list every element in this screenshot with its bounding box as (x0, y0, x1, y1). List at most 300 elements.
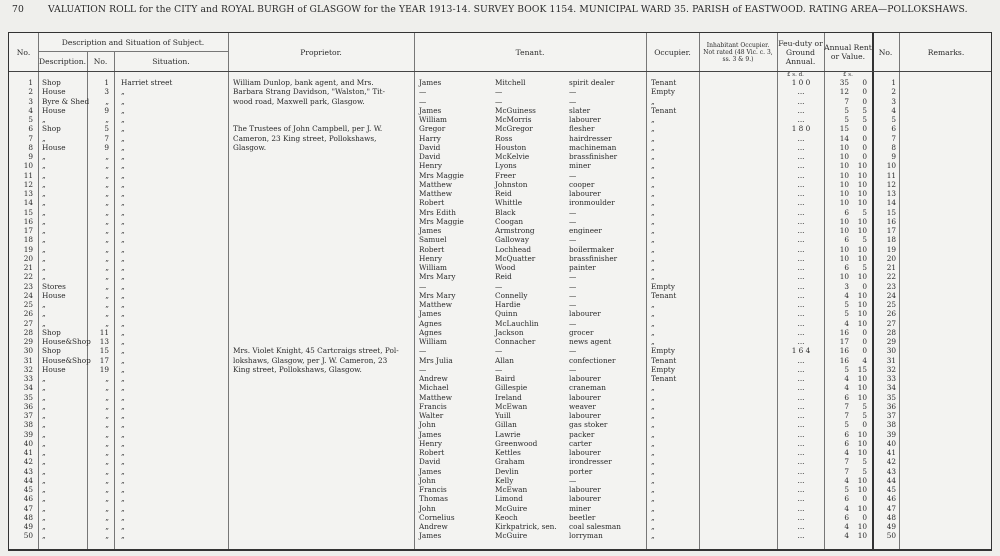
proprietor-line: lokshaws, Glasgow, per J. W. Cameron, 23 (233, 355, 388, 365)
page-title: VALUATION ROLL for the CITY and ROYAL BURGH of GLASGOW for the YEAR 1913-14. SURVEY BOOK 1154. MUNICIPAL WARD 35. PARISH of EASTWOOD. RATING AREA—POLLOKSHAWS. (48, 4, 968, 15)
tenant-forename-cell: James (419, 78, 442, 87)
tenant-occupation-cell: — (569, 235, 577, 245)
situation-cell: „ (121, 170, 125, 180)
occupier-cell: „ (651, 253, 655, 263)
description-cell: „ (42, 503, 46, 513)
occupier-cell: „ (651, 503, 655, 513)
tenant-surname-cell: Connacher (495, 337, 536, 346)
situation-cell: „ (121, 327, 125, 337)
tenant-surname-cell: Whittle (495, 198, 523, 208)
tenant-surname-cell: Reid (495, 189, 512, 198)
street-number-cell: „ (105, 189, 109, 198)
tenant-occupation-cell: machineman (569, 142, 617, 152)
row-number-right: 3 (891, 96, 896, 106)
row-number-right: 35 (886, 392, 896, 402)
table-row (9, 161, 993, 170)
rent-pounds-cell: 10 (839, 161, 849, 171)
rent-shillings-cell: 5 (862, 235, 867, 245)
row-number: 25 (23, 300, 33, 309)
occupier-cell: „ (651, 327, 655, 337)
table-row (9, 383, 993, 392)
street-number-cell: „ (105, 290, 109, 300)
table-row (9, 328, 993, 337)
row-number-right: 27 (886, 318, 896, 328)
tenant-surname-cell: Kelly (495, 475, 514, 485)
tenant-forename-cell: William (419, 263, 447, 272)
street-number-cell: „ (105, 503, 109, 513)
tenant-surname-cell: Reid (495, 272, 512, 282)
tenant-surname-cell: Galloway (495, 235, 529, 245)
tenant-forename-cell: Thomas (419, 494, 448, 504)
tenant-occupation-cell: labourer (569, 309, 601, 319)
rent-shillings-cell: 4 (862, 355, 867, 365)
feu-duty-cell: ... (797, 281, 805, 291)
tenant-surname-cell: Baird (495, 374, 516, 383)
tenant-surname-cell: Yuill (495, 411, 511, 420)
tenant-surname-cell: Coogan (495, 216, 524, 226)
row-number-right: 2 (891, 87, 896, 97)
table-row (9, 134, 993, 143)
tenant-surname-cell: McQuatter (495, 253, 536, 263)
table-row (9, 494, 993, 503)
description-cell: House (42, 105, 66, 115)
occupier-cell: „ (651, 142, 655, 152)
situation-cell: „ (121, 207, 125, 217)
rent-shillings-cell: 10 (857, 244, 867, 254)
rent-pounds-cell: 6 (844, 263, 849, 272)
situation-cell: „ (121, 383, 125, 393)
description-cell: „ (42, 411, 46, 420)
situation-cell: „ (121, 364, 125, 374)
occupier-cell: „ (651, 170, 655, 180)
situation-cell: „ (121, 309, 125, 319)
table-row (9, 180, 993, 189)
description-cell: „ (42, 133, 46, 143)
feu-duty-cell: ... (797, 318, 805, 328)
occupier-cell: „ (651, 244, 655, 254)
row-number: 46 (23, 494, 33, 504)
rent-pounds-cell: 6 (844, 235, 849, 245)
feu-duty-cell: ... (797, 152, 805, 161)
row-number-right: 1 (891, 78, 896, 87)
feu-duty-cell: ... (797, 494, 805, 504)
occupier-cell: „ (651, 216, 655, 226)
tenant-occupation-cell: boilermaker (569, 244, 615, 254)
table-row (9, 309, 993, 318)
table-row (9, 448, 993, 457)
situation-cell: „ (121, 346, 125, 356)
header-no-right: No. (878, 47, 893, 57)
street-number-cell: 9 (104, 142, 109, 152)
row-number: 14 (23, 198, 33, 208)
tenant-occupation-cell: labourer (569, 485, 601, 494)
feu-duty-cell: ... (797, 179, 805, 189)
feu-duty-cell: ... (797, 364, 805, 374)
tenant-forename-cell: Agnes (419, 318, 442, 328)
feu-duty-cell: ... (797, 161, 805, 171)
header-feu-duty: Feu-duty or Ground Annual. (778, 38, 823, 66)
row-number: 36 (23, 401, 33, 411)
row-number-right: 8 (891, 142, 896, 152)
row-number: 50 (23, 531, 33, 541)
rent-shillings-cell: 0 (862, 78, 867, 87)
rent-pounds-cell: 16 (839, 355, 849, 365)
description-cell: „ (42, 198, 46, 208)
rent-shillings-cell: 10 (857, 253, 867, 263)
table-row (9, 319, 993, 328)
tenant-occupation-cell: cooper (569, 179, 595, 189)
description-cell: „ (42, 115, 46, 124)
rent-pounds-cell: 5 (844, 485, 849, 494)
table-row (9, 457, 993, 466)
occupier-cell: „ (651, 124, 655, 134)
occupier-cell: „ (651, 457, 655, 467)
rent-shillings-cell: 5 (862, 411, 867, 420)
rent-pounds-cell: 5 (844, 364, 849, 374)
tenant-occupation-cell: craneman (569, 383, 606, 393)
occupier-cell: „ (651, 96, 655, 106)
occupier-cell: „ (651, 263, 655, 272)
occupier-cell: „ (651, 161, 655, 171)
tenant-surname-cell: — (495, 346, 503, 356)
tenant-surname-cell: Johnston (495, 179, 528, 189)
street-number-cell: „ (105, 522, 109, 531)
row-number: 29 (23, 337, 33, 346)
tenant-forename-cell: William (419, 115, 447, 124)
rent-shillings-cell: 10 (857, 226, 867, 235)
table-row (9, 152, 993, 161)
rent-shillings-cell: 5 (862, 263, 867, 272)
header-tenant: Tenant. (515, 47, 545, 57)
rent-shillings-cell: 0 (862, 494, 867, 504)
row-number-right: 47 (886, 503, 896, 513)
row-number: 37 (23, 411, 33, 420)
occupier-cell: „ (651, 115, 655, 124)
row-number-right: 9 (891, 152, 896, 161)
tenant-occupation-cell: — (569, 170, 577, 180)
row-number: 35 (23, 392, 33, 402)
street-number-cell: 11 (99, 327, 109, 337)
tenant-surname-cell: Devlin (495, 466, 519, 476)
row-number: 49 (23, 522, 33, 531)
street-number-cell: „ (105, 253, 109, 263)
situation-cell: „ (121, 429, 125, 439)
page-number: 70 (12, 4, 24, 15)
street-number-cell: „ (105, 420, 109, 430)
description-cell: „ (42, 189, 46, 198)
street-number-cell: 17 (99, 355, 109, 365)
situation-cell: „ (121, 475, 125, 485)
table-row (9, 87, 993, 96)
tenant-occupation-cell: coal salesman (569, 522, 621, 531)
tenant-surname-cell: Quinn (495, 309, 518, 319)
row-number: 5 (28, 115, 33, 124)
occupier-cell: „ (651, 466, 655, 476)
description-cell: Shop (42, 327, 61, 337)
tenant-occupation-cell: — (569, 207, 577, 217)
table-row (9, 420, 993, 429)
tenant-occupation-cell: packer (569, 429, 595, 439)
row-number: 1 (28, 78, 33, 87)
row-number: 38 (23, 420, 33, 430)
description-cell: „ (42, 374, 46, 383)
rent-shillings-cell: 10 (857, 531, 867, 541)
situation-cell: „ (121, 235, 125, 245)
table-row (9, 393, 993, 402)
table-row (9, 124, 993, 133)
proprietor-line: The Trustees of John Campbell, per J. W. (233, 124, 383, 134)
tenant-surname-cell: Lochhead (495, 244, 532, 254)
tenant-surname-cell: McEwan (495, 401, 528, 411)
tenant-occupation-cell: gas stoker (569, 420, 608, 430)
proprietor-line: Barbara Strang Davidson, "Walston," Tit- (233, 87, 385, 97)
description-cell: „ (42, 170, 46, 180)
description-cell: „ (42, 235, 46, 245)
row-number-right: 34 (886, 383, 896, 393)
rent-pounds-cell: 10 (839, 253, 849, 263)
tenant-forename-cell: — (419, 96, 427, 106)
table-row (9, 272, 993, 281)
description-cell: „ (42, 494, 46, 504)
occupier-cell: Tenant (651, 78, 677, 87)
situation-cell: „ (121, 300, 125, 309)
situation-cell: „ (121, 198, 125, 208)
table-row (9, 402, 993, 411)
rent-shillings-cell: 10 (857, 318, 867, 328)
rent-pounds-cell: 10 (839, 272, 849, 282)
tenant-surname-cell: Gillespie (495, 383, 528, 393)
row-number-right: 23 (886, 281, 896, 291)
situation-cell: „ (121, 503, 125, 513)
tenant-occupation-cell: hairdresser (569, 133, 612, 143)
feu-duty-cell: ... (797, 207, 805, 217)
street-number-cell: „ (105, 216, 109, 226)
header-street-no: No. (93, 56, 108, 66)
rent-pounds-cell: 7 (844, 466, 849, 476)
feu-duty-cell: ... (797, 392, 805, 402)
table-row (9, 337, 993, 346)
occupier-cell: „ (651, 383, 655, 393)
tenant-occupation-cell: — (569, 272, 577, 282)
street-number-cell: „ (105, 179, 109, 189)
tenant-forename-cell: James (419, 466, 442, 476)
tenant-surname-cell: McGuire (495, 503, 528, 513)
table-row (9, 235, 993, 244)
tenant-forename-cell: James (419, 309, 442, 319)
tenant-surname-cell: Gillan (495, 420, 517, 430)
table-row (9, 439, 993, 448)
description-cell: Shop (42, 78, 61, 87)
rent-shillings-cell: 5 (862, 457, 867, 467)
row-number-right: 21 (886, 263, 896, 272)
description-cell: „ (42, 179, 46, 189)
occupier-cell: „ (651, 235, 655, 245)
situation-cell: „ (121, 448, 125, 457)
occupier-cell: Tenant (651, 105, 677, 115)
row-number-right: 40 (886, 438, 896, 448)
rent-shillings-cell: 10 (857, 216, 867, 226)
tenant-occupation-cell: carter (569, 438, 592, 448)
tenant-forename-cell: Walter (419, 411, 444, 420)
street-number-cell: „ (105, 392, 109, 402)
tenant-surname-cell: Jackson (495, 327, 524, 337)
situation-cell: „ (121, 105, 125, 115)
header-inhabitant-occupier: Inhabitant Occupier. Not rated (48 Vic. c. 3, ss. 3 & 9.) (703, 41, 773, 63)
rent-shillings-cell: 10 (857, 522, 867, 531)
rent-pounds-cell: 17 (839, 337, 849, 346)
situation-cell: „ (121, 318, 125, 328)
tenant-occupation-cell: — (569, 364, 577, 374)
tenant-surname-cell: McMorris (495, 115, 532, 124)
street-number-cell: „ (105, 475, 109, 485)
description-cell: „ (42, 216, 46, 226)
tenant-occupation-cell: flesher (569, 124, 595, 134)
row-number-right: 7 (891, 133, 896, 143)
rent-pounds-cell: 4 (844, 383, 849, 393)
rent-pounds-cell: 35 (839, 78, 849, 87)
description-cell: „ (42, 207, 46, 217)
rent-pounds-cell: 12 (839, 87, 849, 97)
tenant-occupation-cell: — (569, 318, 577, 328)
tenant-surname-cell: Hardie (495, 300, 521, 309)
tenant-occupation-cell: lorryman (569, 531, 603, 541)
rent-pounds-cell: 6 (844, 429, 849, 439)
tenant-forename-cell: Henry (419, 161, 442, 171)
rent-pounds-cell: 4 (844, 503, 849, 513)
row-number: 10 (23, 161, 33, 171)
feu-duty-cell: ... (797, 87, 805, 97)
row-number-right: 17 (886, 226, 896, 235)
tenant-occupation-cell: painter (569, 263, 596, 272)
tenant-forename-cell: James (419, 429, 442, 439)
tenant-occupation-cell: engineer (569, 226, 602, 235)
rent-shillings-cell: 10 (857, 300, 867, 309)
occupier-cell: „ (651, 485, 655, 494)
row-number-right: 24 (886, 290, 896, 300)
street-number-cell: „ (105, 438, 109, 448)
rent-shillings-cell: 5 (862, 466, 867, 476)
row-number: 43 (23, 466, 33, 476)
rent-shillings-cell: 10 (857, 383, 867, 393)
tenant-occupation-cell: miner (569, 503, 591, 513)
rent-shillings-cell: 0 (862, 327, 867, 337)
table-row (9, 531, 993, 540)
feu-duty-cell: ... (797, 383, 805, 393)
proprietor-line: Mrs. Violet Knight, 45 Cartcraigs street, Pol- (233, 346, 399, 356)
situation-cell: „ (121, 152, 125, 161)
tenant-forename-cell: — (419, 346, 427, 356)
street-number-cell: „ (105, 485, 109, 494)
table-row (9, 198, 993, 207)
row-number: 41 (23, 448, 33, 457)
occupier-cell: „ (651, 494, 655, 504)
rent-shillings-cell: 10 (857, 374, 867, 383)
row-number-right: 22 (886, 272, 896, 282)
occupier-cell: „ (651, 318, 655, 328)
street-number-cell: 15 (99, 346, 109, 356)
header-remarks: Remarks. (927, 47, 965, 57)
feu-duty-cell: ... (797, 235, 805, 245)
situation-cell: „ (121, 337, 125, 346)
occupier-cell: „ (651, 401, 655, 411)
header-description-group: Description and Situation of Subject. (61, 37, 205, 47)
street-number-cell: „ (105, 96, 109, 106)
row-number-right: 48 (886, 512, 896, 522)
street-number-cell: „ (105, 411, 109, 420)
occupier-cell: „ (651, 531, 655, 541)
situation-cell: „ (121, 244, 125, 254)
feu-duty-cell: ... (797, 401, 805, 411)
tenant-forename-cell: David (419, 142, 441, 152)
row-number: 11 (23, 170, 33, 180)
row-number-right: 16 (886, 216, 896, 226)
occupier-cell: „ (651, 272, 655, 282)
tenant-occupation-cell: beetler (569, 512, 596, 522)
row-number: 12 (23, 179, 33, 189)
table-row (9, 143, 993, 152)
description-cell: „ (42, 512, 46, 522)
table-row (9, 106, 993, 115)
table-row (9, 217, 993, 226)
rent-pounds-cell: 6 (844, 438, 849, 448)
feu-duty-cell: ... (797, 189, 805, 198)
street-number-cell: „ (105, 374, 109, 383)
tenant-forename-cell: James (419, 531, 442, 541)
situation-cell: „ (121, 438, 125, 448)
tenant-forename-cell: Matthew (419, 300, 452, 309)
situation-cell: „ (121, 272, 125, 282)
tenant-occupation-cell: — (569, 87, 577, 97)
rent-shillings-cell: 10 (857, 448, 867, 457)
description-cell: „ (42, 522, 46, 531)
feu-duty-cell: 1 8 0 (791, 124, 811, 134)
occupier-cell: „ (651, 512, 655, 522)
rent-shillings-cell: 0 (862, 346, 867, 356)
description-cell: „ (42, 475, 46, 485)
rent-shillings-cell: 10 (857, 438, 867, 448)
street-number-cell: „ (105, 531, 109, 541)
occupier-cell: „ (651, 337, 655, 346)
tenant-forename-cell: Mrs Edith (419, 207, 456, 217)
situation-cell: „ (121, 466, 125, 476)
feu-duty-cell: ... (797, 448, 805, 457)
situation-cell: „ (121, 531, 125, 541)
rent-shillings-cell: 10 (857, 485, 867, 494)
rent-pounds-cell: 6 (844, 512, 849, 522)
row-number: 19 (23, 244, 33, 254)
rent-shillings-cell: 0 (862, 133, 867, 143)
feu-duty-cell: ... (797, 411, 805, 420)
rent-pounds-cell: 10 (839, 189, 849, 198)
rent-shillings-cell: 0 (862, 420, 867, 430)
row-number-right: 41 (886, 448, 896, 457)
street-number-cell: „ (105, 161, 109, 171)
street-number-cell: „ (105, 170, 109, 180)
row-number-right: 20 (886, 253, 896, 263)
tenant-forename-cell: Matthew (419, 189, 452, 198)
description-cell: Stores (42, 281, 66, 291)
rent-pounds-cell: 7 (844, 457, 849, 467)
row-number-right: 44 (886, 475, 896, 485)
occupier-cell: „ (651, 475, 655, 485)
description-cell: „ (42, 272, 46, 282)
proprietor-line: wood road, Maxwell park, Glasgow. (233, 96, 365, 106)
rent-pounds-cell: 10 (839, 216, 849, 226)
table-row (9, 365, 993, 374)
rent-shillings-cell: 10 (857, 503, 867, 513)
row-number-right: 45 (886, 485, 896, 494)
occupier-cell: „ (651, 198, 655, 208)
